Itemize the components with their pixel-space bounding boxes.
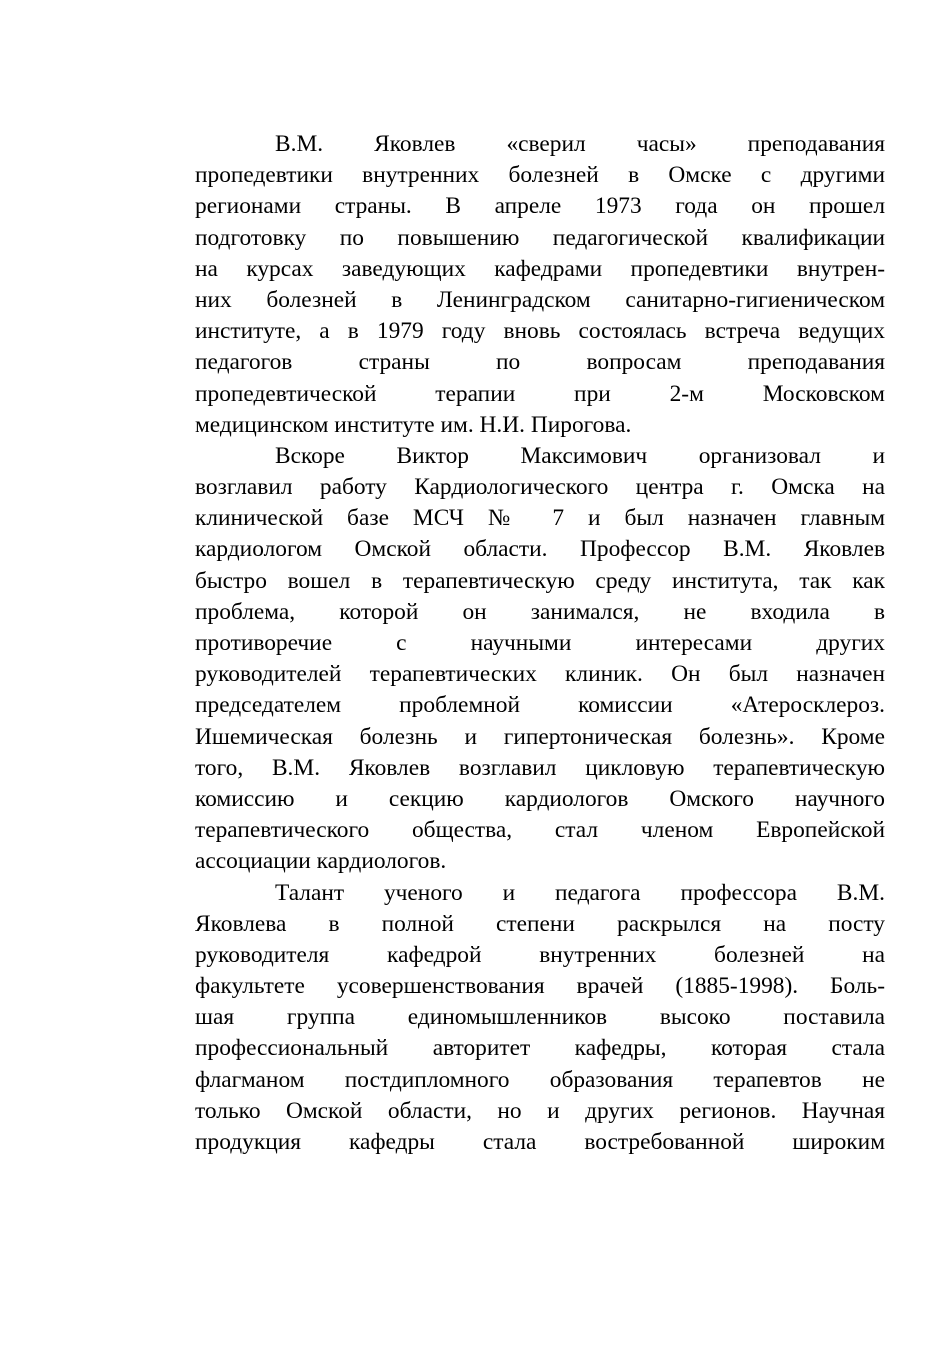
- text-line: проблема, которой он занимался, не входила в: [195, 598, 885, 625]
- text-line: возглавил работу Кардиологического центра г. Омска на: [195, 474, 885, 501]
- text-line: подготовку по повышению педагогической квалификации: [195, 224, 885, 251]
- text-line: пропедевтики внутренних болезней в Омске с другими: [195, 162, 885, 189]
- text-line: них болезней в Ленинградском санитарно-гигиеническом: [195, 286, 885, 313]
- text-line: Яковлева в полной степени раскрылся на посту: [195, 910, 885, 937]
- text-line: продукция кафедры стала востребованной широким: [195, 1129, 885, 1155]
- text-line: терапевтического общества, стал членом Европейской: [195, 817, 885, 844]
- paragraph-2: [195, 441, 885, 878]
- text-line: профессиональный авторитет кафедры, которая стала: [195, 1035, 885, 1062]
- paragraph-3: [195, 878, 885, 1159]
- text-line: факультете усовершенствования врачей (1885-1998). Боль-: [195, 973, 885, 1000]
- text-line: только Омской области, но и других регионов. Научная: [195, 1097, 885, 1124]
- paragraph-1: [195, 129, 885, 441]
- text-line: медицинском институте им. Н.И. Пирогова.: [195, 411, 632, 438]
- text-line: ассоциации кардиологов.: [195, 848, 447, 875]
- text-line: на курсах заведующих кафедрами пропедевтики внутрен-: [195, 255, 885, 282]
- document-page: [195, 129, 885, 1158]
- text-line: председателем проблемной комиссии «Атеросклероз.: [195, 692, 885, 719]
- text-line: Талант ученого и педагога профессора В.М.: [275, 879, 885, 906]
- text-line: комиссию и секцию кардиологов Омского научного: [195, 785, 885, 812]
- text-line: клинической базе МСЧ № 7 и был назначен главным: [195, 505, 885, 532]
- text-line: регионами страны. В апреле 1973 года он прошел: [195, 193, 885, 220]
- text-line: флагманом постдипломного образования терапевтов не: [195, 1066, 885, 1093]
- text-line: руководителей терапевтических клиник. Он был назначен: [195, 661, 885, 688]
- text-line: институте, а в 1979 году вновь состоялась встреча ведущих: [195, 318, 885, 345]
- text-line: Ишемическая болезнь и гипертоническая болезнь». Кроме: [195, 723, 885, 750]
- text-line: кардиологом Омской области. Профессор В.М. Яковлев: [195, 536, 885, 563]
- text-line: педагогов страны по вопросам преподавания: [195, 349, 885, 376]
- text-line: противоречие с научными интересами других: [195, 630, 885, 656]
- text-line: руководителя кафедрой внутренних болезней на: [195, 941, 885, 968]
- text-line: быстро вошел в терапевтическую среду института, так как: [195, 567, 885, 594]
- text-line: В.М. Яковлев «сверил часы» преподавания: [275, 131, 885, 157]
- text-line: того, В.М. Яковлев возглавил цикловую терапевтическую: [195, 754, 885, 781]
- text-line: Вскоре Виктор Максимович организовал и: [275, 442, 885, 469]
- text-line: шая группа единомышленников высоко поставила: [195, 1004, 885, 1031]
- text-line: пропедевтической терапии при 2-м Московском: [195, 380, 885, 407]
